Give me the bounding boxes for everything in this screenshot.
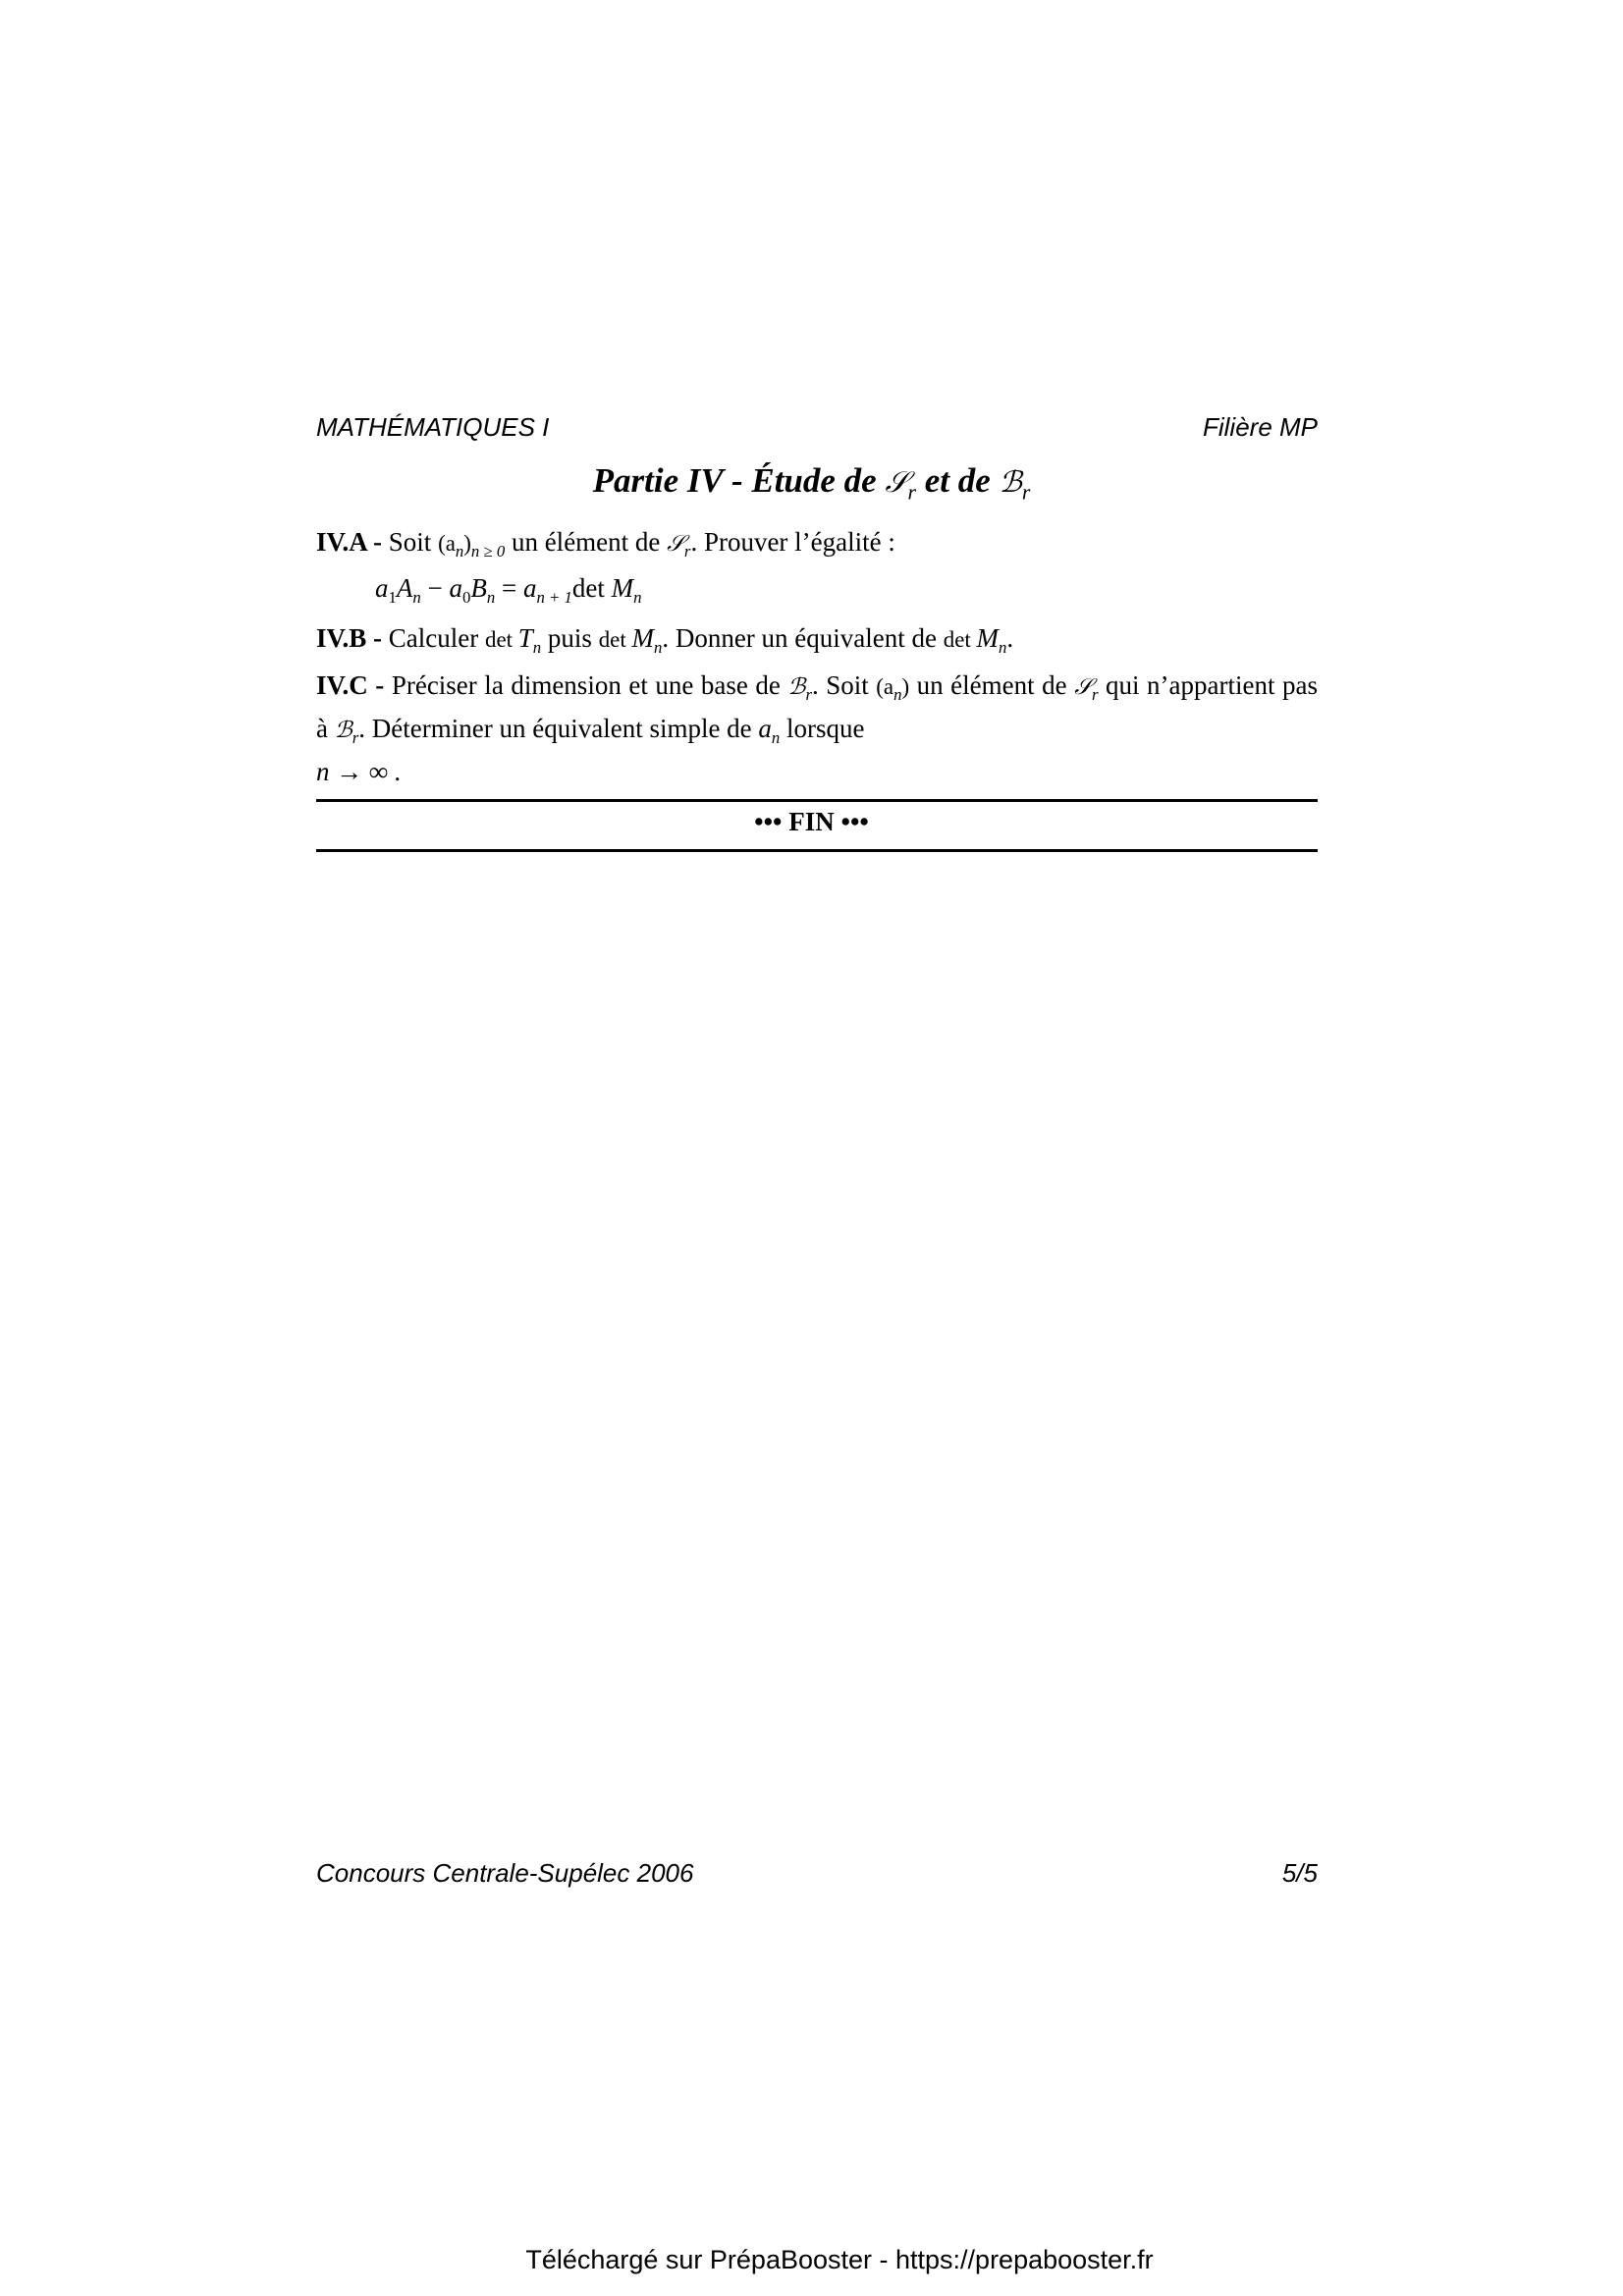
text: . Soit	[811, 670, 877, 700]
script-s-symbol: 𝒮	[667, 531, 684, 557]
math: det	[485, 627, 518, 652]
math: n	[532, 637, 542, 657]
header-subject: MATHÉMATIQUES I	[316, 412, 550, 442]
math: n	[771, 727, 781, 747]
text: . Déterminer un équivalent simple de	[358, 713, 759, 743]
section-title	[0, 461, 1623, 506]
math: B	[470, 572, 487, 603]
math: det	[943, 627, 977, 652]
text: Calculer	[382, 623, 485, 653]
footer-contest: Concours Centrale-Supélec 2006	[316, 1858, 694, 1888]
math: )	[901, 674, 910, 699]
math: r	[683, 541, 691, 561]
title-text: et de	[915, 461, 1000, 500]
math: M	[976, 623, 1000, 653]
text: . Prouver l’égalité :	[690, 527, 895, 557]
math: T	[517, 623, 533, 653]
math: n	[633, 587, 642, 607]
title-text: Partie IV - Étude de	[592, 461, 886, 500]
header-track: Filière MP	[1202, 412, 1318, 442]
question-iv-b	[316, 621, 1318, 665]
math: r	[352, 727, 359, 747]
script-s-symbol: 𝒮	[1074, 674, 1092, 700]
math: r	[1091, 684, 1099, 704]
text: .	[1006, 623, 1014, 653]
math: M	[631, 623, 654, 653]
math: (a	[876, 674, 894, 699]
math: 1	[388, 587, 397, 607]
script-s-symbol: 𝒮	[885, 465, 908, 500]
math: n	[653, 637, 663, 657]
text: Soit	[382, 527, 439, 557]
math: a	[522, 572, 537, 603]
subscript: r	[1021, 480, 1031, 505]
script-b-symbol: ℬ	[787, 674, 806, 700]
question-iv-c	[316, 668, 1318, 789]
math: a	[375, 572, 389, 603]
question-label: IV.C -	[316, 670, 385, 700]
text: lorsque	[780, 713, 865, 743]
math: =	[495, 572, 523, 603]
math: n + 1	[536, 587, 572, 607]
math: det	[571, 572, 612, 603]
math: det	[598, 627, 632, 652]
math: 0	[461, 587, 471, 607]
text: un élément de	[909, 670, 1075, 700]
text: . Donner un équivalent de	[662, 623, 944, 653]
text: qui n’appartient pas à	[316, 670, 1318, 743]
download-credit: Téléchargé sur PrépaBooster - https://prepabooster.fr	[525, 2245, 1154, 2274]
math: r	[805, 684, 812, 704]
math: −	[420, 572, 450, 603]
math: n	[455, 541, 464, 561]
math: M	[611, 572, 634, 603]
end-marker: ••• FIN •••	[754, 807, 869, 836]
math: (a	[438, 531, 456, 556]
math: n → ∞ .	[316, 756, 402, 786]
math: n	[999, 637, 1007, 657]
math: a	[449, 572, 462, 603]
math: n	[412, 587, 421, 607]
text: puis	[541, 623, 599, 653]
script-b-symbol: ℬ	[999, 465, 1022, 500]
subscript: r	[907, 480, 916, 505]
equation	[316, 571, 1318, 614]
math: n ≥ 0	[470, 541, 506, 561]
divider-top	[316, 799, 1318, 802]
question-label: IV.B -	[316, 623, 383, 653]
divider-bottom	[316, 849, 1318, 852]
footer-page-number: 5/5	[1281, 1858, 1318, 1888]
script-b-symbol: ℬ	[334, 717, 352, 743]
math: n	[893, 684, 902, 704]
math: A	[396, 572, 413, 603]
question-label: IV.A -	[316, 527, 383, 557]
question-iv-a	[316, 525, 1318, 614]
text: Préciser la dimension et une base de	[384, 670, 788, 700]
math: n	[486, 587, 496, 607]
text: un élément de	[505, 527, 668, 557]
math: a	[758, 713, 772, 743]
math: )	[463, 531, 471, 556]
